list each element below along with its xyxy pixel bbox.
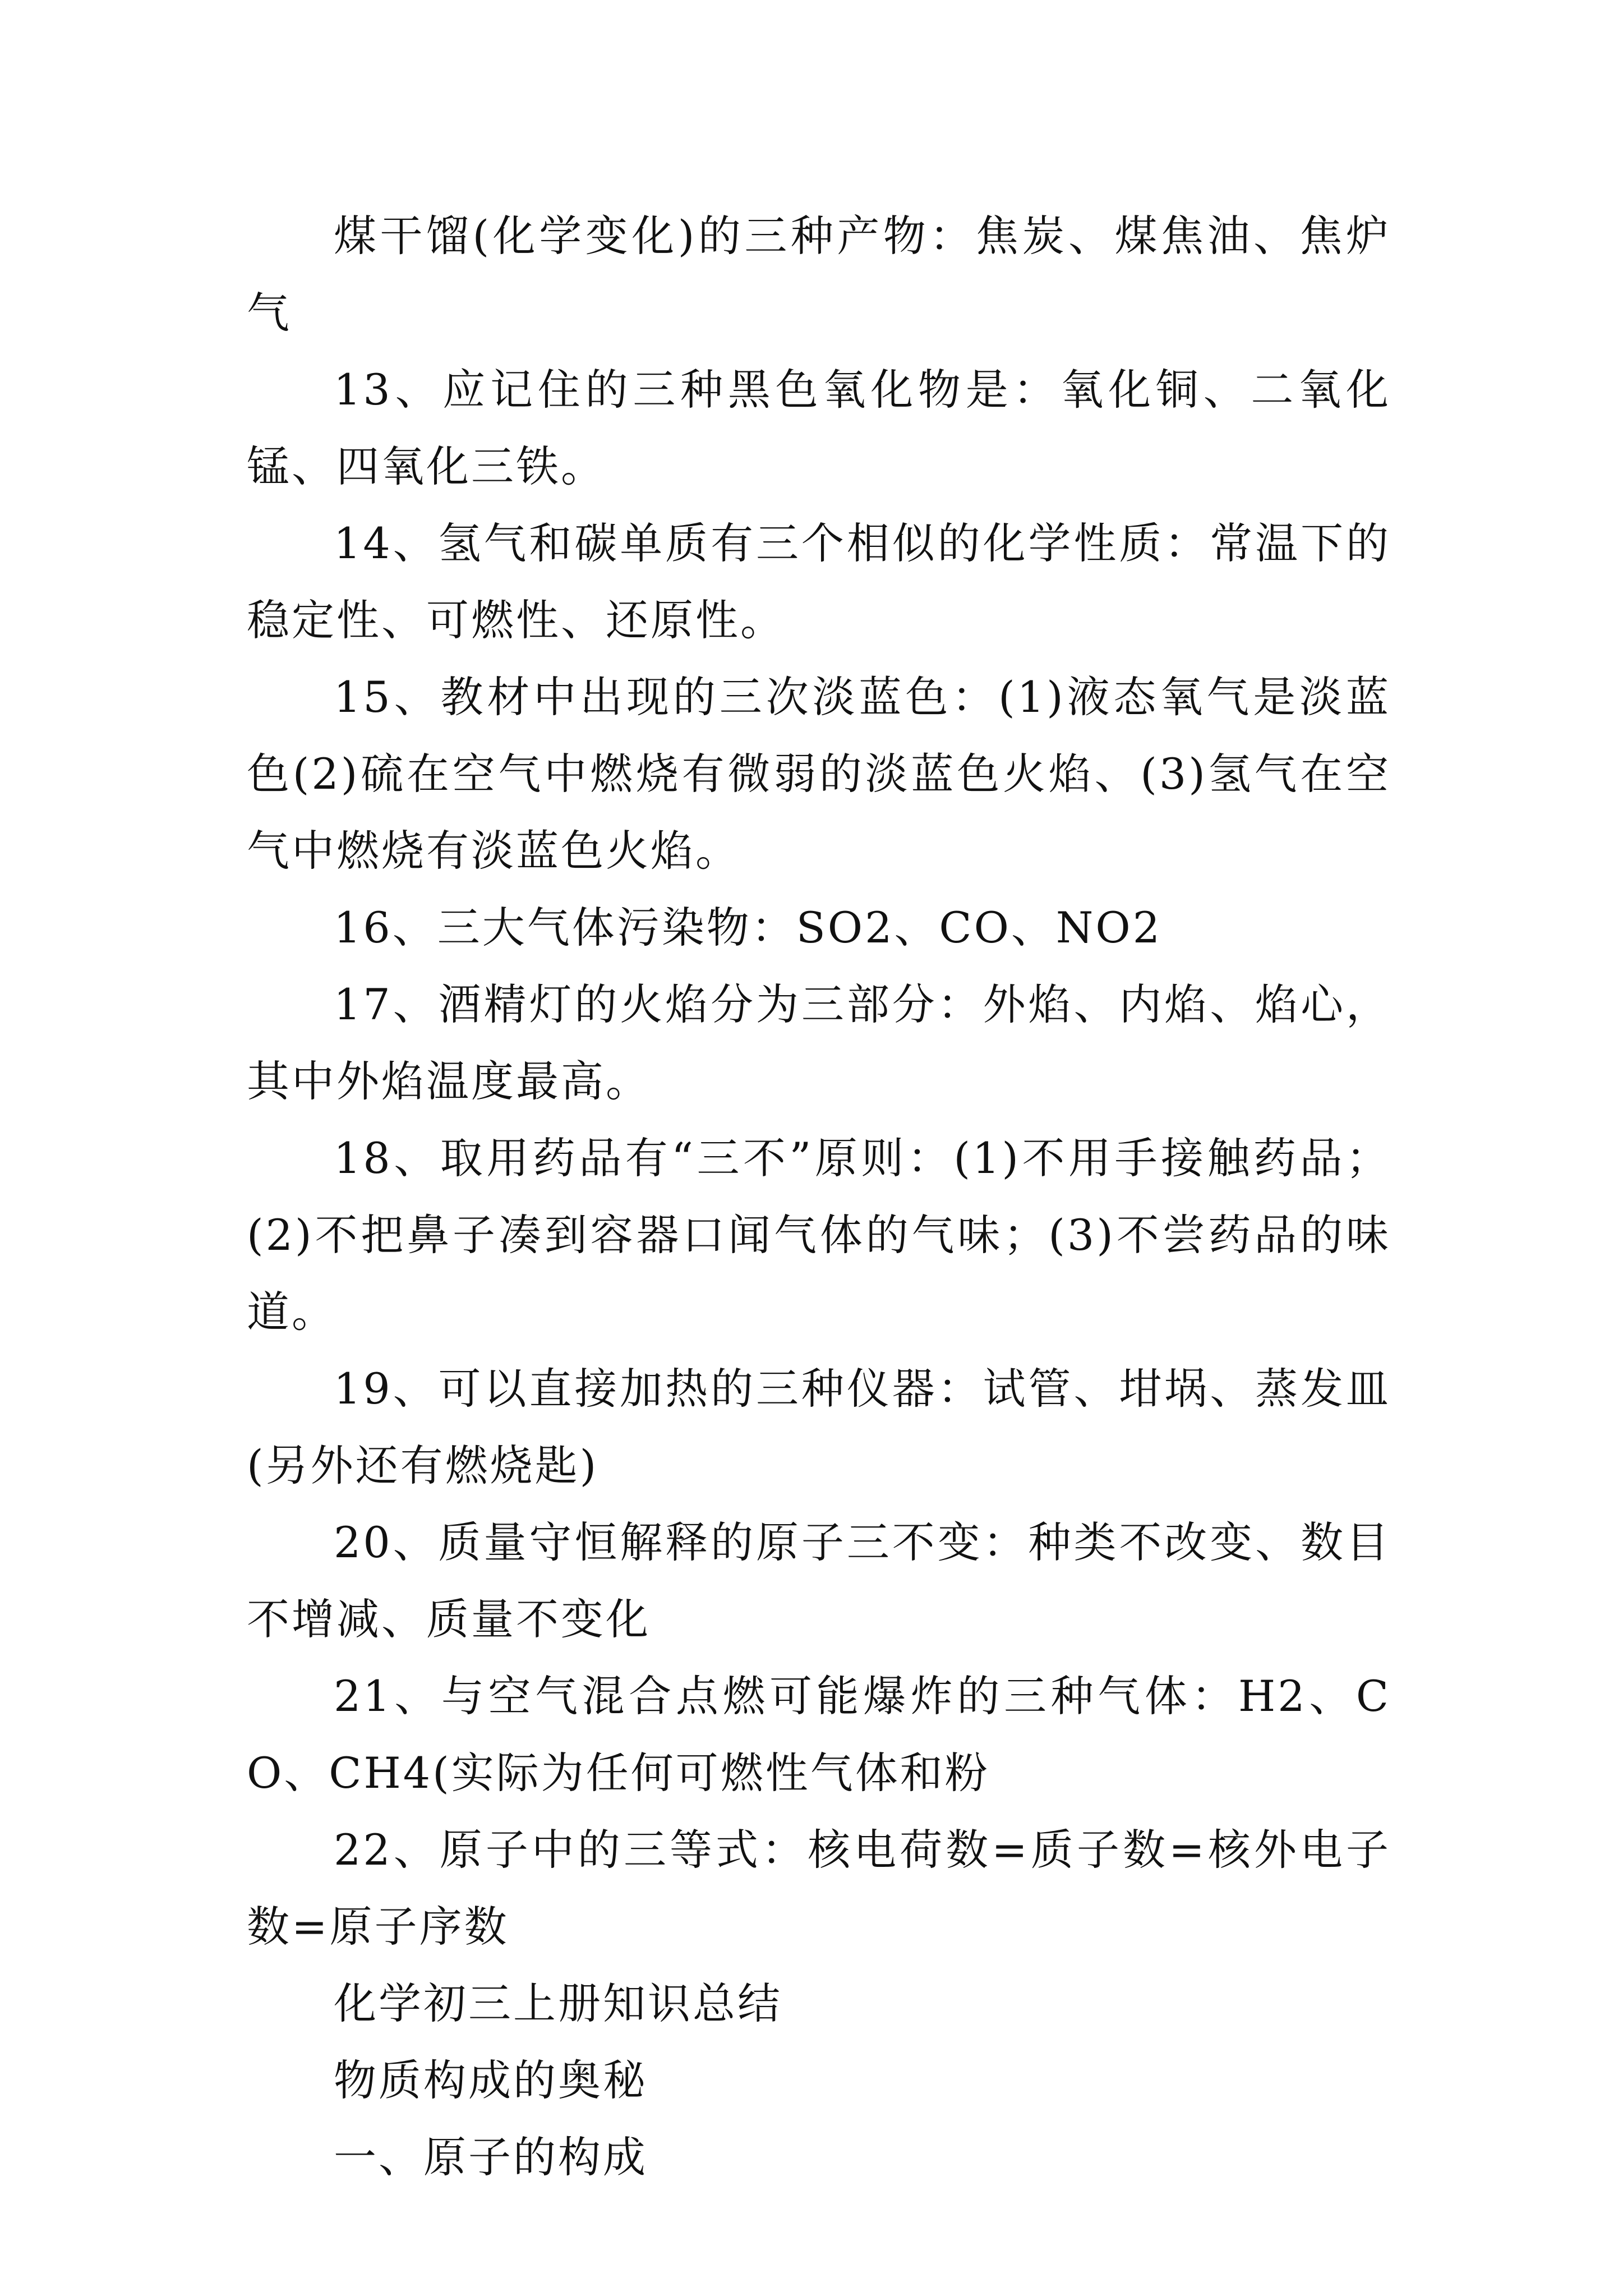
paragraph-item-17: 17、酒精灯的火焰分为三部分：外焰、内焰、焰心，其中外焰温度最高。 — [247, 979, 1391, 1106]
paragraph-item-15: 15、教材中出现的三次淡蓝色：(1)液态氧气是淡蓝色(2)硫在空气中燃烧有微弱的淡蓝色火焰、(3)氢气在空气中燃烧有淡蓝色火焰。 — [247, 672, 1391, 876]
paragraph-item-13: 13、应记住的三种黑色氧化物是：氧化铜、二氧化锰、四氧化三铁。 — [247, 365, 1391, 491]
paragraph-item-16: 16、三大气体污染物：SO2、CO、NO2 — [334, 903, 1163, 953]
paragraph-item-20: 20、质量守恒解释的原子三不变：种类不改变、数目不增减、质量不变化 — [247, 1517, 1391, 1644]
paragraph-coal-distillation: 煤干馏(化学变化)的三种产物：焦炭、煤焦油、焦炉气 — [247, 211, 1391, 338]
section-heading-matter: 物质构成的奥秘 — [334, 2055, 648, 2105]
paragraph-item-22: 22、原子中的三等式：核电荷数=质子数=核外电子数=原子序数 — [247, 1825, 1391, 1952]
section-heading-summary: 化学初三上册知识总结 — [334, 1978, 782, 2028]
paragraph-item-18: 18、取用药品有“三不”原则：(1)不用手接触药品；(2)不把鼻子凑到容器口闻气体的气味；(3)不尝药品的味道。 — [247, 1133, 1391, 1337]
paragraph-item-14: 14、氢气和碳单质有三个相似的化学性质：常温下的稳定性、可燃性、还原性。 — [247, 518, 1391, 645]
document-body — [247, 197, 1391, 2196]
paragraph-item-19: 19、可以直接加热的三种仪器：试管、坩埚、蒸发皿(另外还有燃烧匙) — [247, 1364, 1391, 1490]
paragraph-item-21: 21、与空气混合点燃可能爆炸的三种气体：H2、CO、CH4(实际为任何可燃性气体和粉 — [247, 1671, 1391, 1798]
section-heading-atom: 一、原子的构成 — [334, 2132, 648, 2182]
